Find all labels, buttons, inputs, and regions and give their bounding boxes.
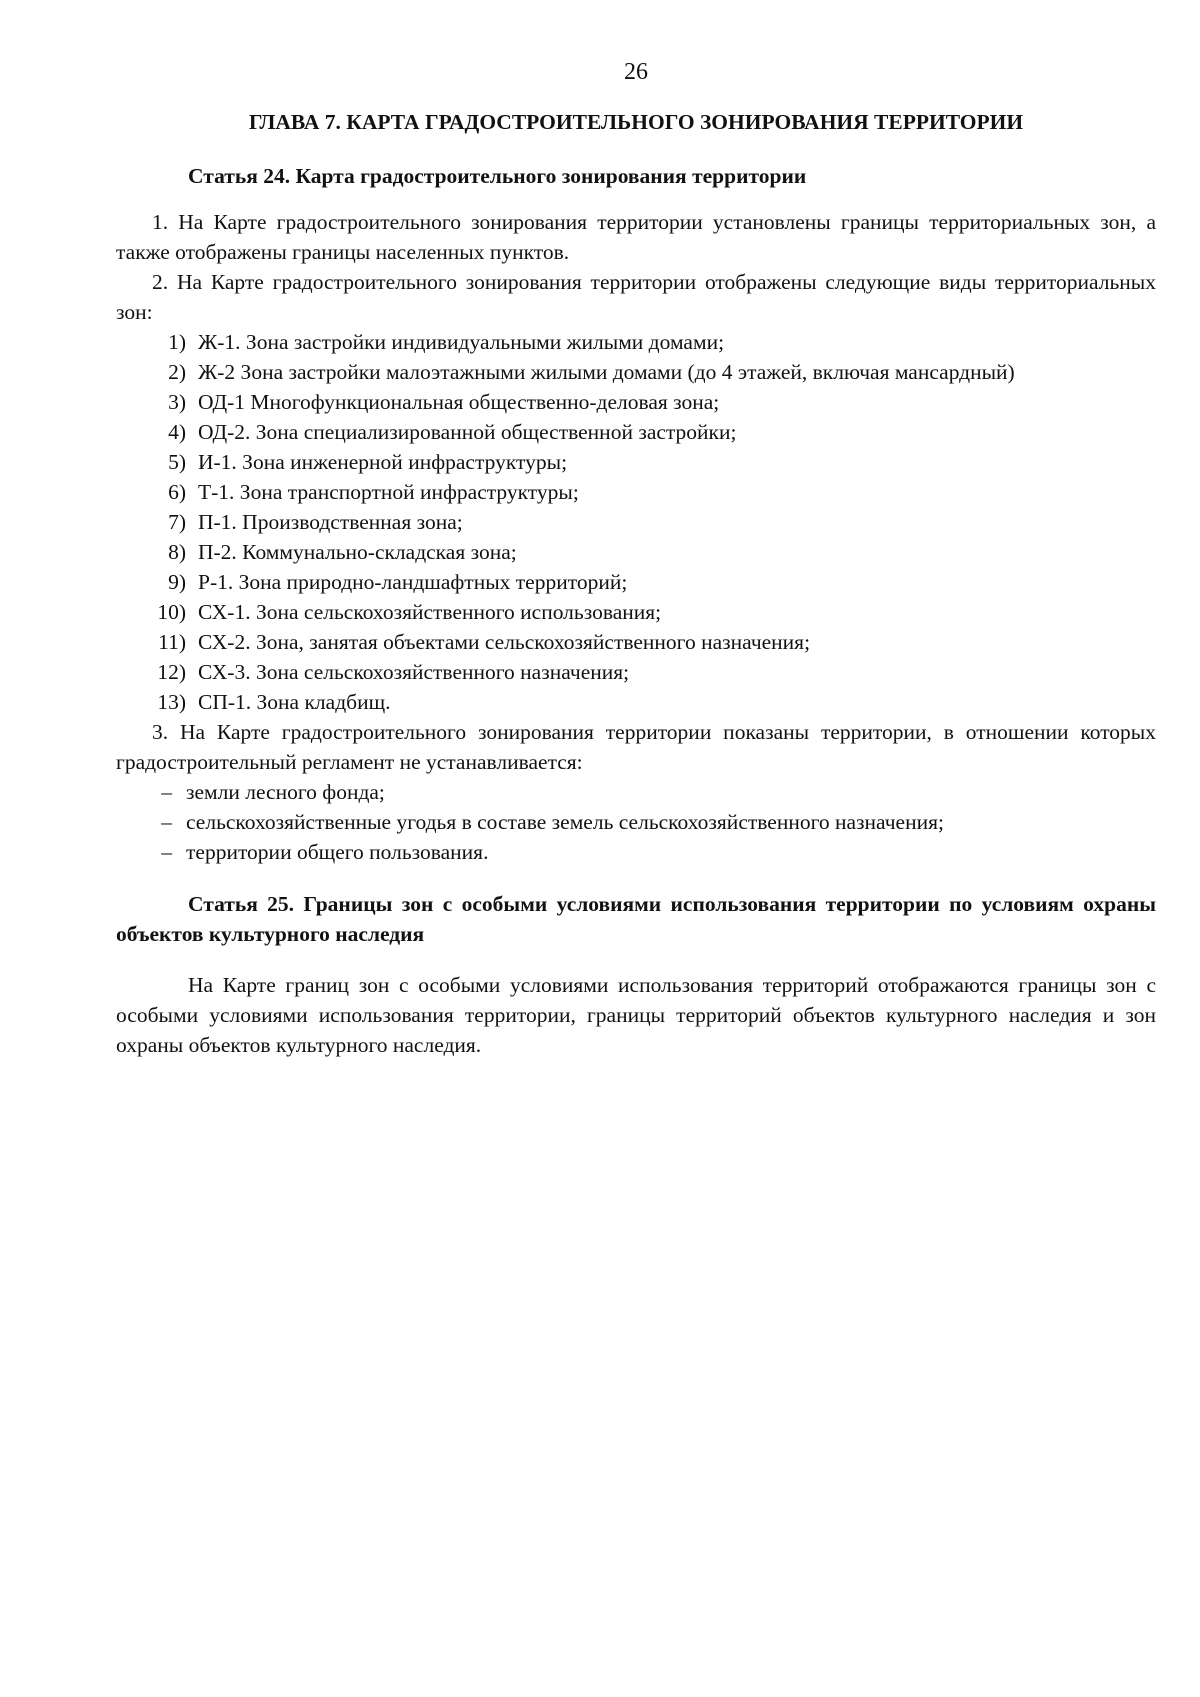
list-item-text: П-1. Производственная зона;: [198, 510, 463, 534]
list-marker: 13): [157, 690, 186, 714]
list-item: [116, 357, 1156, 387]
list-marker: 6): [168, 480, 186, 504]
article-24-paragraph-1: 1. На Карте градостроительного зонирования территории установлены границы территориальных зон, а также отображены границы населенных пунктов.: [116, 210, 1156, 264]
exempt-territory-list: [116, 777, 1156, 867]
chapter-title: ГЛАВА 7. КАРТА ГРАДОСТРОИТЕЛЬНОГО ЗОНИРОВАНИЯ ТЕРРИТОРИИ: [248, 110, 1024, 134]
list-item: [116, 837, 1156, 867]
list-item-text: Ж-2 Зона застройки малоэтажными жилыми домами (до 4 этажей, включая мансардный): [198, 360, 1015, 384]
document-page: [116, 58, 1156, 1060]
list-item-text: СП-1. Зона кладбищ.: [198, 690, 391, 714]
list-marker: –: [161, 840, 172, 864]
list-item: [116, 627, 1156, 657]
list-marker: 12): [157, 660, 186, 684]
list-marker: 10): [157, 600, 186, 624]
page-number: 26: [624, 59, 648, 85]
list-marker: 7): [168, 510, 186, 534]
list-item-text: СХ-3. Зона сельскохозяйственного назначения;: [198, 660, 630, 684]
list-item-text: сельскохозяйственные угодья в составе земель сельскохозяйственного назначения;: [186, 810, 944, 834]
list-marker: 2): [168, 360, 186, 384]
list-item: [116, 597, 1156, 627]
list-item: [116, 507, 1156, 537]
list-item-text: П-2. Коммунально-складская зона;: [198, 540, 517, 564]
list-marker: 5): [168, 450, 186, 474]
list-item-text: Ж-1. Зона застройки индивидуальными жилыми домами;: [198, 330, 725, 354]
article-25-title: Статья 25. Границы зон с особыми условиями использования территории по условиям охраны объектов культурного наследия: [116, 892, 1156, 946]
list-item: [116, 477, 1156, 507]
list-item: [116, 807, 1156, 837]
list-item: [116, 777, 1156, 807]
list-marker: 9): [168, 570, 186, 594]
list-marker: 8): [168, 540, 186, 564]
list-item-text: И-1. Зона инженерной инфраструктуры;: [198, 450, 568, 474]
list-item: [116, 387, 1156, 417]
list-item-text: СХ-2. Зона, занятая объектами сельскохозяйственного назначения;: [198, 630, 811, 654]
list-marker: –: [161, 810, 172, 834]
list-item-text: земли лесного фонда;: [186, 780, 385, 804]
zone-list: [116, 327, 1156, 717]
list-item-text: территории общего пользования.: [186, 840, 489, 864]
list-item-text: ОД-1 Многофункциональная общественно-деловая зона;: [198, 390, 720, 414]
article-24-paragraph-2: 2. На Карте градостроительного зонирования территории отображены следующие виды территориальных зон:: [116, 270, 1156, 324]
list-item-text: Т-1. Зона транспортной инфраструктуры;: [198, 480, 579, 504]
list-marker: 3): [168, 390, 186, 414]
article-25-paragraph-1: На Карте границ зон с особыми условиями использования территорий отображаются границы зон с особыми условиями использования территории, границы территорий объектов культурного наследия и зон охраны объектов культурного наследия.: [116, 973, 1156, 1057]
list-item-text: Р-1. Зона природно-ландшафтных территорий;: [198, 570, 628, 594]
list-item: [116, 447, 1156, 477]
list-marker: 11): [158, 630, 186, 654]
list-item-text: ОД-2. Зона специализированной общественной застройки;: [198, 420, 737, 444]
list-item-text: СХ-1. Зона сельскохозяйственного использования;: [198, 600, 662, 624]
article-24-title: Статья 24. Карта градостроительного зонирования территории: [188, 164, 807, 188]
list-item: [116, 327, 1156, 357]
list-item: [116, 537, 1156, 567]
list-marker: 1): [168, 330, 186, 354]
list-marker: –: [161, 780, 172, 804]
article-24-paragraph-3: 3. На Карте градостроительного зонирования территории показаны территории, в отношении которых градостроительный регламент не устанавливается:: [116, 720, 1156, 774]
list-item: [116, 417, 1156, 447]
list-item: [116, 567, 1156, 597]
list-item: [116, 687, 1156, 717]
list-item: [116, 657, 1156, 687]
list-marker: 4): [168, 420, 186, 444]
